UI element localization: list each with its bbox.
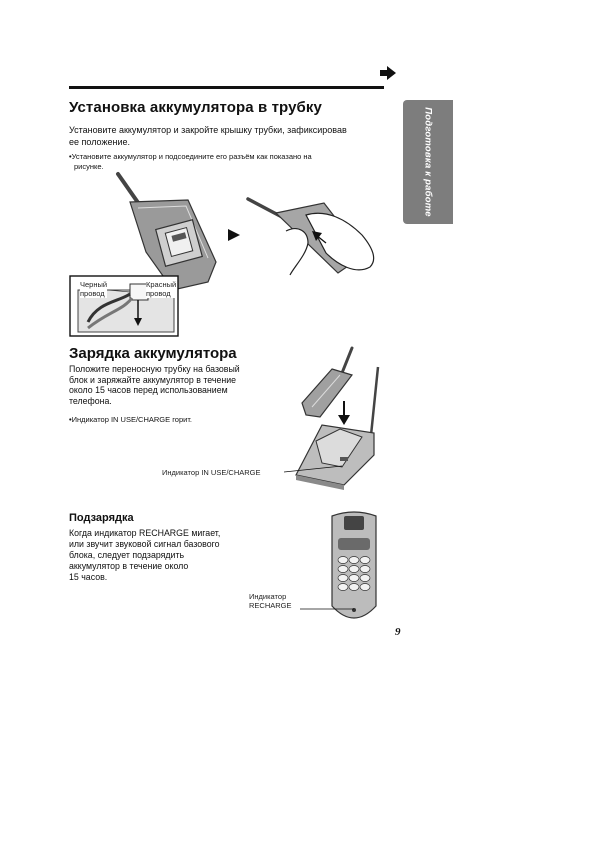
section1-bullet (69, 152, 312, 172)
section2-body (69, 364, 240, 407)
section3-body-line: Когда индикатор RECHARGE мигает, (69, 528, 221, 538)
section2-bullet (69, 415, 192, 425)
section2-bullet-text: Индикатор IN USE/CHARGE горит. (71, 415, 193, 424)
section3-body-line: блока, следует подзарядить (69, 550, 185, 560)
section2-body-line: блок и заряжайте аккумулятор в течение (69, 374, 237, 385)
bullet-icon: • (69, 152, 72, 161)
section3-body-line: или звучит звуковой сигнал базового (69, 539, 220, 549)
side-tab-label: Подготовка к работе (422, 107, 434, 217)
section2-body-line: Положите переносную трубку на базовый (69, 364, 240, 374)
section3-title: Подзарядка (69, 512, 134, 524)
red-wire-label-line2: провод (146, 289, 171, 298)
section3-body (69, 528, 220, 583)
black-wire-label-line1: Черный (80, 280, 108, 289)
recharge-indicator-label-line2: RECHARGE (249, 601, 292, 610)
black-wire-label (80, 280, 107, 298)
section1-body-line1: Установите аккумулятор и закройте крышку трубки, зафиксировав (69, 125, 347, 135)
recharge-indicator-label (249, 592, 292, 610)
bullet-icon: • (69, 415, 72, 424)
battery-install-illustration (68, 172, 228, 337)
page-number: 9 (395, 626, 401, 638)
next-page-arrow-icon (380, 66, 396, 80)
step-arrow-icon (228, 229, 240, 241)
recharge-leader-line (300, 606, 360, 612)
section1-body (69, 125, 347, 148)
section2-body-line: около 15 часов перед использованием (69, 385, 228, 396)
section1-title: Установка аккумулятора в трубку (69, 99, 322, 116)
header-rule (69, 86, 384, 89)
section2-title: Зарядка аккумулятора (69, 345, 237, 362)
black-wire-label-line2: провод (80, 289, 105, 298)
red-wire-label (146, 280, 176, 298)
section2-body-line: телефона. (69, 396, 112, 407)
section1-bullet-line1: Установите аккумулятор и подсоедините его разъём как показано на (71, 152, 312, 161)
red-wire-label-line1: Красный (146, 280, 177, 289)
section1-body-line2: ее положение. (69, 136, 130, 147)
section3-body-line: 15 часов. (69, 572, 108, 582)
section1-bullet-line2: рисунке. (74, 162, 104, 171)
in-use-charge-indicator-label: Индикатор IN USE/CHARGE (162, 468, 261, 477)
close-cover-illustration (246, 195, 386, 285)
in-use-charge-leader-line (284, 466, 344, 476)
section3-body-line: аккумулятор в течение около (69, 561, 189, 571)
section-side-tab (403, 100, 453, 224)
recharge-indicator-label-line1: Индикатор (249, 592, 287, 601)
